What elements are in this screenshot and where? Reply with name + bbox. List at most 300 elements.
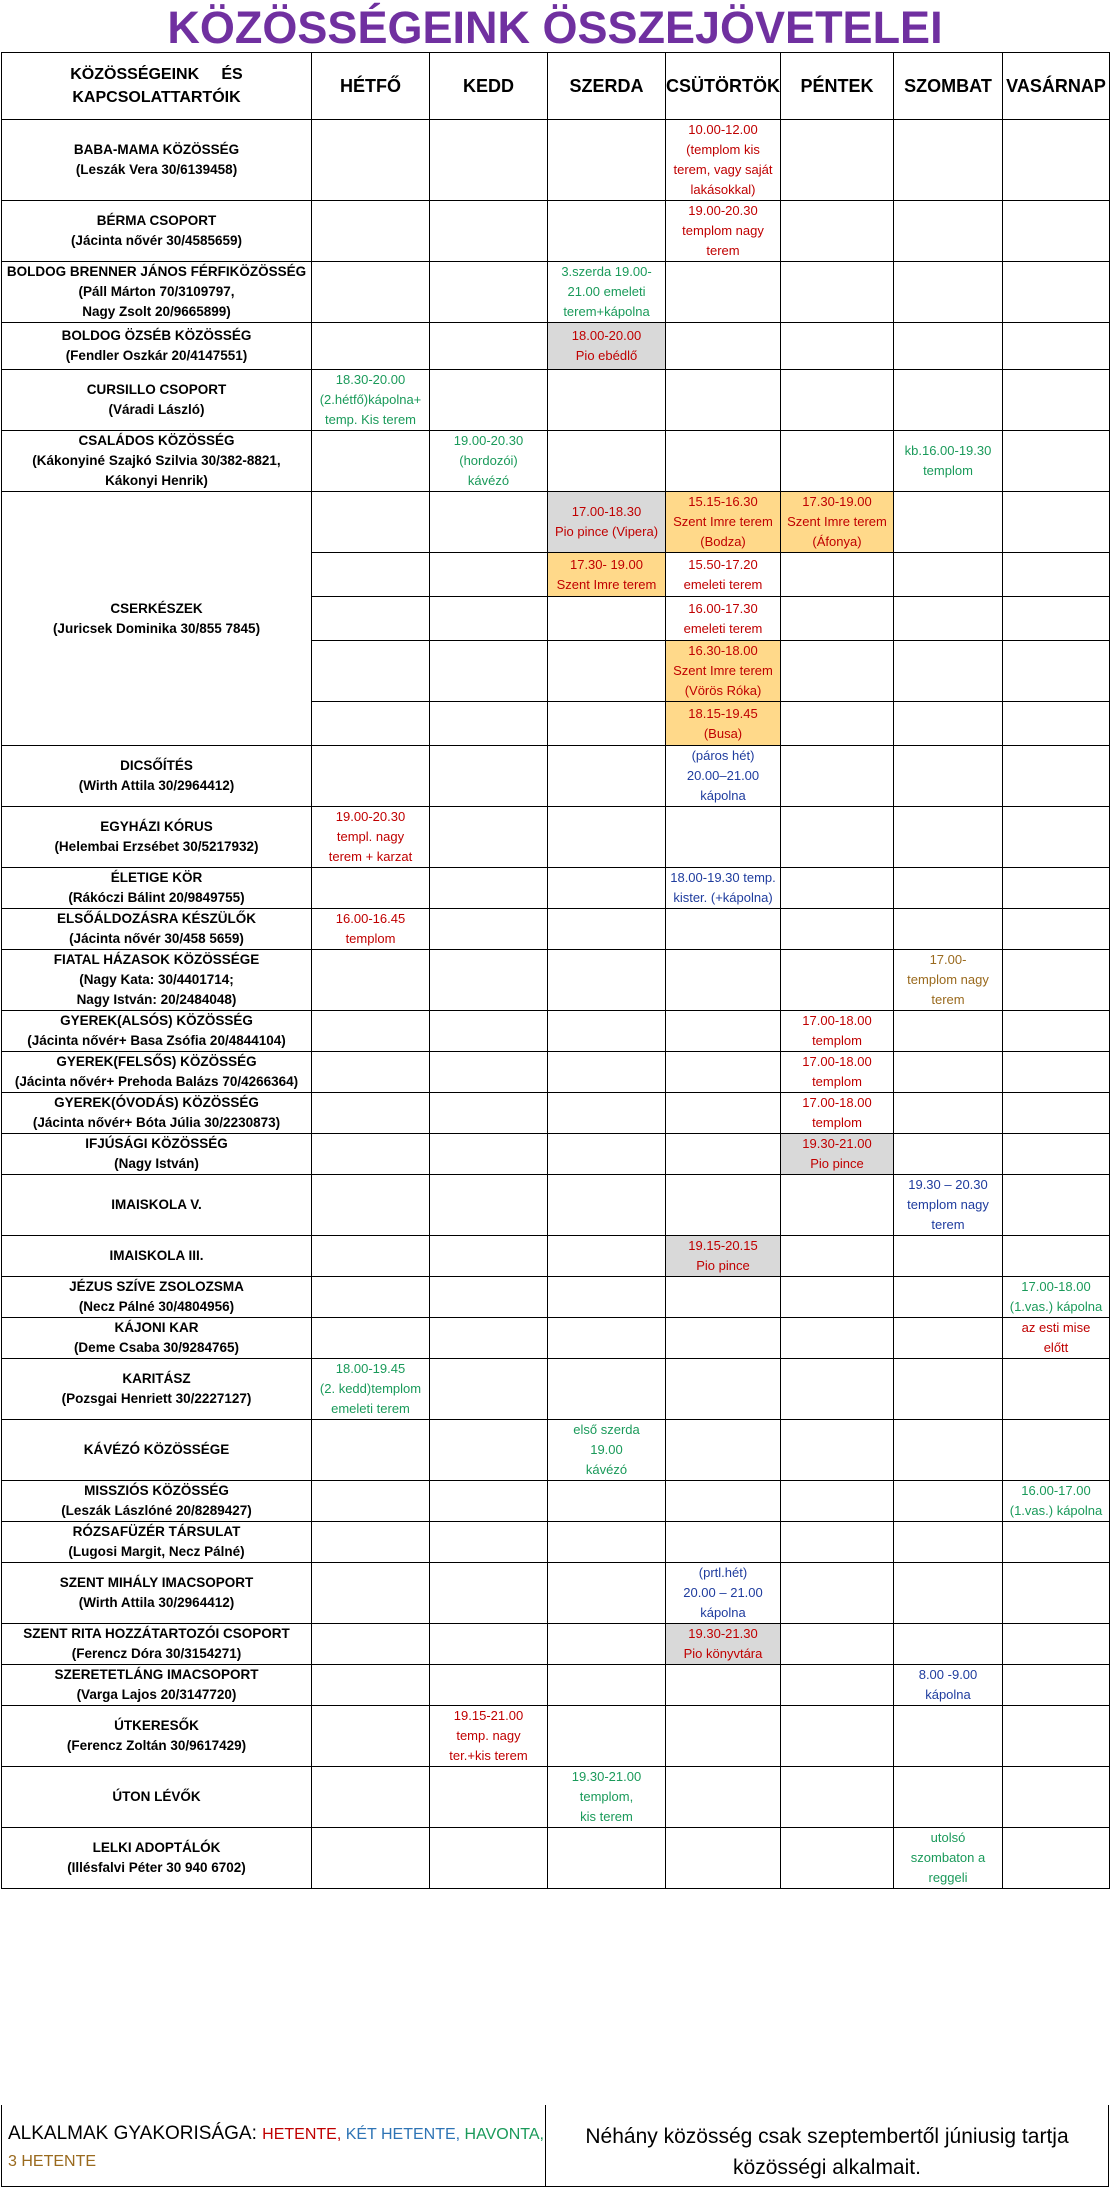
schedule-cell-monday [312, 1175, 430, 1236]
schedule-entry-line: (páros hét) [691, 748, 755, 763]
schedule-entry-line: 16.00-17.00 [1021, 1483, 1091, 1498]
schedule-entry-line: kápolna [925, 1687, 971, 1702]
schedule-cell-monday [312, 1767, 430, 1828]
schedule-cell-monday [312, 492, 430, 553]
schedule-cell-thursday [666, 1767, 781, 1828]
schedule-cell-wednesday [548, 1828, 666, 1889]
schedule-entry-line: szombaton a [910, 1850, 986, 1865]
schedule-cell-thursday [666, 1277, 781, 1318]
schedule-cell-friday [781, 641, 894, 702]
schedule-cell-wednesday [548, 1052, 666, 1093]
schedule-cell-monday [312, 1359, 430, 1420]
schedule-cell-monday [312, 1706, 430, 1767]
schedule-cell-saturday [894, 1828, 1003, 1889]
schedule-cell-tuesday [430, 1236, 548, 1277]
schedule-cell-saturday [894, 1706, 1003, 1767]
schedule-entry-line: első szerda [573, 1422, 640, 1437]
community-name: SZENT RITA HOZZÁTARTOZÓI CSOPORT [23, 1626, 290, 1641]
community-name-cell [2, 1277, 312, 1318]
schedule-cell-tuesday [430, 702, 548, 746]
schedule-cell-wednesday [548, 262, 666, 323]
schedule-cell-wednesday [548, 950, 666, 1011]
community-contact: (Helembai Erzsébet 30/5217932) [54, 839, 259, 854]
community-name-cell [2, 1175, 312, 1236]
schedule-cell-sunday [1003, 1481, 1110, 1522]
schedule-cell-monday [312, 1481, 430, 1522]
schedule-cell-wednesday [548, 868, 666, 909]
schedule-entry-line: az esti mise [1021, 1320, 1091, 1335]
schedule-entry-line: templom nagy [682, 223, 764, 238]
schedule-cell-friday [781, 746, 894, 807]
community-name-cell [2, 120, 312, 201]
schedule-entry-line: 19.00-20.30 [453, 433, 524, 448]
schedule-cell-thursday [666, 1563, 781, 1624]
schedule-entry-line: 19.15-20.15 [688, 1238, 758, 1253]
schedule-cell-saturday [894, 262, 1003, 323]
schedule-cell-thursday [666, 1093, 781, 1134]
schedule-cell-monday [312, 1134, 430, 1175]
schedule-cell-tuesday [430, 370, 548, 431]
schedule-cell-wednesday [548, 746, 666, 807]
schedule-cell-tuesday [430, 1011, 548, 1052]
schedule-cell-thursday [666, 1318, 781, 1359]
community-contact: (Kákonyiné Szajkó Szilvia 30/382-8821, [32, 453, 281, 468]
schedule-cell-wednesday [548, 1522, 666, 1563]
frequency-label: ALKALMAK GYAKORISÁGA: [8, 2123, 257, 2144]
community-name-cell [2, 1624, 312, 1665]
schedule-entry-line: Pio pince (Vipera) [554, 524, 659, 539]
schedule-cell-thursday [666, 262, 781, 323]
schedule-cell-friday [781, 1665, 894, 1706]
schedule-entry-line: templom, [579, 1789, 634, 1804]
table-row [2, 1052, 1110, 1093]
schedule-entry-line: (templom kis [686, 142, 760, 157]
schedule-cell-sunday [1003, 323, 1110, 370]
table-row [2, 1093, 1110, 1134]
schedule-cell-thursday [666, 1420, 781, 1481]
schedule-cell-tuesday [430, 1052, 548, 1093]
community-name: CSERKÉSZEK [110, 600, 203, 616]
schedule-cell-wednesday [548, 1236, 666, 1277]
table-row [2, 1277, 1110, 1318]
communities-header [2, 53, 312, 120]
schedule-cell-wednesday [548, 702, 666, 746]
schedule-entry-line: templom [812, 1115, 862, 1130]
schedule-cell-friday [781, 1481, 894, 1522]
season-note [546, 2105, 1108, 2186]
schedule-cell-friday [781, 1277, 894, 1318]
schedule-cell-saturday [894, 1318, 1003, 1359]
community-name: SZERETETLÁNG IMACSOPORT [54, 1667, 259, 1682]
schedule-cell-monday [312, 431, 430, 492]
schedule-entry-line: 16.00-17.30 [688, 600, 758, 616]
schedule-cell-sunday [1003, 868, 1110, 909]
schedule-cell-tuesday [430, 909, 548, 950]
community-name: KARITÁSZ [122, 1371, 191, 1386]
schedule-cell-friday [781, 1522, 894, 1563]
schedule-cell-sunday [1003, 1706, 1110, 1767]
table-row [2, 370, 1110, 431]
community-name-cell [2, 909, 312, 950]
footer [1, 2105, 1109, 2187]
table-row [2, 950, 1110, 1011]
schedule-entry-line: 20.00–21.00 [686, 768, 760, 783]
community-contact: (Jácinta nővér+ Basa Zsófia 20/4844104) [27, 1033, 286, 1048]
schedule-entry-line: 18.30-20.00 [335, 372, 406, 387]
schedule-cell-friday [781, 553, 894, 597]
schedule-entry-line: 17.30-19.00 [802, 494, 872, 509]
schedule-entry-line: 10.00-12.00 [688, 122, 758, 137]
schedule-entry-line: Pio pince [810, 1156, 864, 1171]
table-row [2, 1359, 1110, 1420]
schedule-entry-line: 19.30-21.00 [802, 1136, 872, 1151]
schedule-cell-thursday [666, 431, 781, 492]
schedule-cell-thursday [666, 702, 781, 746]
community-name-cell [2, 370, 312, 431]
schedule-entry-line: lakásokkal) [690, 182, 756, 197]
schedule-entry-line: (Bodza) [700, 534, 746, 549]
schedule-cell-friday [781, 909, 894, 950]
community-name-cell [2, 1318, 312, 1359]
day-header-saturday: SZOMBAT [894, 53, 1003, 120]
schedule-cell-friday [781, 120, 894, 201]
schedule-cell-tuesday [430, 553, 548, 597]
community-name-cell [2, 746, 312, 807]
season-note-line1: Néhány közösség csak szeptembertől júniusig tartja [585, 2125, 1069, 2148]
schedule-cell-tuesday [430, 1175, 548, 1236]
schedule-cell-sunday [1003, 1665, 1110, 1706]
community-name-cell [2, 1522, 312, 1563]
community-name: BÉRMA CSOPORT [96, 213, 217, 228]
schedule-entry-line: (prtl.hét) [698, 1565, 748, 1580]
community-name: ÚTKERESŐK [114, 1718, 199, 1733]
schedule-cell-friday [781, 1359, 894, 1420]
schedule-entry-line: Pio könyvtára [683, 1646, 763, 1661]
schedule-cell-sunday [1003, 120, 1110, 201]
schedule-entry-line: terem [931, 1217, 965, 1232]
schedule-entry-line: temp. Kis terem [324, 412, 417, 427]
schedule-cell-tuesday [430, 746, 548, 807]
schedule-cell-tuesday [430, 1359, 548, 1420]
day-header-monday: HÉTFŐ [312, 53, 430, 120]
schedule-entry-line: kister. (+kápolna) [673, 890, 773, 905]
schedule-cell-tuesday [430, 1767, 548, 1828]
schedule-cell-sunday [1003, 1277, 1110, 1318]
schedule-cell-tuesday [430, 597, 548, 641]
season-note-line2: közösségi alkalmait. [733, 2156, 921, 2179]
schedule-entry-line: emeleti terem [683, 620, 763, 636]
schedule-cell-thursday [666, 553, 781, 597]
community-name: BABA-MAMA KÖZÖSSÉG [73, 142, 240, 157]
schedule-entry-line: 3.szerda 19.00- [561, 264, 652, 279]
schedule-entry-line: (1.vas.) kápolna [1009, 1299, 1103, 1314]
schedule-cell-tuesday [430, 1134, 548, 1175]
schedule-entry-line: utolsó [930, 1830, 966, 1845]
schedule-cell-saturday [894, 746, 1003, 807]
schedule-entry-line: (hordozói) [459, 453, 518, 468]
table-row [2, 1175, 1110, 1236]
schedule-cell-friday [781, 262, 894, 323]
schedule-cell-tuesday [430, 492, 548, 553]
schedule-cell-sunday [1003, 1093, 1110, 1134]
schedule-cell-wednesday [548, 492, 666, 553]
schedule-entry-line: 19.30 – 20.30 [908, 1177, 988, 1192]
day-header-tuesday: KEDD [430, 53, 548, 120]
frequency-legend [2, 2105, 546, 2186]
schedule-entry-line: 17.30- 19.00 [569, 556, 643, 572]
community-contact: Nagy István: 20/2484048) [76, 992, 237, 1007]
community-name-cell [2, 1134, 312, 1175]
schedule-entry-line: Szent Imre terem [787, 514, 887, 529]
schedule-cell-friday [781, 1563, 894, 1624]
schedule-cell-sunday [1003, 1011, 1110, 1052]
community-name-cell [2, 1052, 312, 1093]
table-row [2, 1767, 1110, 1828]
schedule-entry-line: kb.16.00-19.30 [904, 443, 992, 458]
schedule-cell-saturday [894, 1236, 1003, 1277]
schedule-cell-saturday [894, 1093, 1003, 1134]
community-name-cell [2, 1665, 312, 1706]
schedule-cell-saturday [894, 323, 1003, 370]
schedule-entry-line: templom [345, 931, 396, 946]
schedule-cell-wednesday [548, 1481, 666, 1522]
community-name-cell [2, 1236, 312, 1277]
community-name-cell [2, 262, 312, 323]
schedule-entry-line: (Busa) [703, 725, 743, 741]
schedule-cell-saturday [894, 1767, 1003, 1828]
community-name-cell [2, 1563, 312, 1624]
community-contact: (Nagy István) [114, 1156, 199, 1171]
schedule-entry-line: (2. kedd)templom [319, 1381, 422, 1396]
community-name: GYEREK(ALSÓS) KÖZÖSSÉG [60, 1013, 253, 1028]
community-name: KÁVÉZÓ KÖZÖSSÉGE [83, 1442, 230, 1457]
schedule-cell-friday [781, 702, 894, 746]
community-name: KÁJONI KAR [114, 1320, 199, 1335]
table-row [2, 1134, 1110, 1175]
schedule-cell-saturday [894, 868, 1003, 909]
schedule-entry-line: 18.00-19.45 [335, 1361, 406, 1376]
community-name-cell [2, 807, 312, 868]
schedule-cell-friday [781, 1011, 894, 1052]
schedule-cell-thursday [666, 1522, 781, 1563]
community-contact: (Varga Lajos 20/3147720) [76, 1687, 237, 1702]
frequency-monthly: HAVONTA [464, 2126, 540, 2143]
community-contact: (Wirth Attila 30/2964412) [78, 1595, 235, 1610]
table-row [2, 1665, 1110, 1706]
schedule-cell-friday [781, 807, 894, 868]
community-name: IFJÚSÁGI KÖZÖSSÉG [85, 1136, 228, 1151]
schedule-cell-wednesday [548, 1624, 666, 1665]
schedule-cell-friday [781, 1236, 894, 1277]
community-name: ÚTON LÉVŐK [112, 1789, 201, 1804]
page-title: KÖZÖSSÉGEINK ÖSSZEJÖVETELEI [167, 2, 943, 52]
schedule-cell-monday [312, 323, 430, 370]
community-name-cell [2, 492, 312, 746]
community-name-cell [2, 1481, 312, 1522]
schedule-entry-line: reggeli [928, 1870, 968, 1885]
schedule-cell-sunday [1003, 1175, 1110, 1236]
community-name: FIATAL HÁZASOK KÖZÖSSÉGE [53, 952, 260, 967]
schedule-cell-wednesday [548, 641, 666, 702]
schedule-entry-line: 19.00-20.30 [688, 203, 758, 218]
schedule-cell-saturday [894, 431, 1003, 492]
schedule-cell-saturday [894, 1563, 1003, 1624]
schedule-entry-line: 17.00-18.00 [1021, 1279, 1091, 1294]
table-row [2, 1420, 1110, 1481]
schedule-cell-wednesday [548, 909, 666, 950]
schedule-cell-wednesday [548, 201, 666, 262]
schedule-entry-line: terem+kápolna [563, 304, 650, 319]
schedule-cell-sunday [1003, 1522, 1110, 1563]
schedule-cell-wednesday [548, 1767, 666, 1828]
community-name-cell [2, 1828, 312, 1889]
schedule-cell-monday [312, 868, 430, 909]
schedule-cell-saturday [894, 597, 1003, 641]
schedule-entry-line: 18.00-20.00 [571, 328, 642, 343]
schedule-cell-thursday [666, 1175, 781, 1236]
schedule-entry-line: templom nagy [907, 972, 989, 987]
schedule-cell-sunday [1003, 1563, 1110, 1624]
schedule-cell-tuesday [430, 120, 548, 201]
schedule-entry-line: temp. nagy [456, 1728, 521, 1743]
community-contact: (Páll Márton 70/3109797, [78, 284, 235, 299]
schedule-cell-sunday [1003, 746, 1110, 807]
schedule-entry-line: Pio pince [696, 1258, 750, 1273]
community-name: GYEREK(ÓVODÁS) KÖZÖSSÉG [54, 1095, 259, 1110]
schedule-cell-wednesday [548, 323, 666, 370]
schedule-cell-friday [781, 323, 894, 370]
schedule-cell-thursday [666, 1665, 781, 1706]
community-name: CURSILLO CSOPORT [86, 382, 227, 397]
schedule-cell-friday [781, 1624, 894, 1665]
schedule-entry-line: emeleti terem [683, 576, 763, 592]
community-name: DICSŐÍTÉS [120, 758, 193, 773]
community-name: LELKI ADOPTÁLÓK [92, 1840, 221, 1855]
schedule-cell-sunday [1003, 1318, 1110, 1359]
schedule-cell-thursday [666, 868, 781, 909]
schedule-cell-tuesday [430, 1277, 548, 1318]
community-name: RÓZSAFÜZÉR TÁRSULAT [72, 1524, 241, 1539]
community-name: BOLDOG BRENNER JÁNOS FÉRFIKÖZÖSSÉG [6, 264, 307, 279]
schedule-cell-monday [312, 597, 430, 641]
schedule-entry-line: templom nagy [907, 1197, 989, 1212]
schedule-cell-friday [781, 1767, 894, 1828]
schedule-cell-wednesday [548, 1011, 666, 1052]
schedule-cell-wednesday [548, 1420, 666, 1481]
schedule-cell-sunday [1003, 950, 1110, 1011]
schedule-entry-line: 20.00 – 21.00 [683, 1585, 763, 1600]
schedule-cell-saturday [894, 1011, 1003, 1052]
schedule-entry-line: 19.15-21.00 [453, 1708, 524, 1723]
schedule-cell-monday [312, 201, 430, 262]
schedule-cell-thursday [666, 120, 781, 201]
schedule-cell-tuesday [430, 1481, 548, 1522]
schedule-cell-friday [781, 492, 894, 553]
community-name-cell [2, 1706, 312, 1767]
community-contact: (Ferencz Zoltán 30/9617429) [66, 1738, 247, 1753]
schedule-entry-line: (2.hétfő)kápolna+ [319, 392, 422, 407]
schedule-entry-line: 17.00-18.00 [802, 1095, 872, 1110]
table-row [2, 1011, 1110, 1052]
schedule-entry-line: 15.15-16.30 [688, 494, 758, 509]
schedule-cell-wednesday [548, 1359, 666, 1420]
schedule-cell-tuesday [430, 1624, 548, 1665]
schedule-cell-friday [781, 1175, 894, 1236]
schedule-cell-saturday [894, 1175, 1003, 1236]
schedule-cell-monday [312, 641, 430, 702]
community-contact: (Jácinta nővér 30/4585659) [70, 233, 243, 248]
schedule-cell-sunday [1003, 1624, 1110, 1665]
schedule-entry-line: terem, vagy saját [673, 162, 773, 177]
schedule-cell-monday [312, 120, 430, 201]
schedule-entry-line: (1.vas.) kápolna [1009, 1503, 1103, 1518]
frequency-sep-1: , [336, 2126, 346, 2143]
schedule-cell-saturday [894, 370, 1003, 431]
schedule-cell-sunday [1003, 1052, 1110, 1093]
schedule-cell-thursday [666, 1706, 781, 1767]
schedule-cell-monday [312, 807, 430, 868]
schedule-cell-tuesday [430, 868, 548, 909]
community-contact: (Pozsgai Henriett 30/2227127) [61, 1391, 252, 1406]
schedule-cell-saturday [894, 807, 1003, 868]
community-contact: Nagy Zsolt 20/9665899) [82, 304, 231, 319]
community-name-cell [2, 1359, 312, 1420]
day-header-friday: PÉNTEK [781, 53, 894, 120]
table-row [2, 1624, 1110, 1665]
community-name-cell [2, 1420, 312, 1481]
schedule-entry-line: Pio ebédlő [575, 348, 638, 363]
schedule-cell-friday [781, 431, 894, 492]
community-name: GYEREK(FELSŐS) KÖZÖSSÉG [56, 1054, 257, 1069]
schedule-cell-monday [312, 1318, 430, 1359]
schedule-cell-monday [312, 1277, 430, 1318]
schedule-cell-thursday [666, 641, 781, 702]
schedule-cell-tuesday [430, 1318, 548, 1359]
table-row [2, 807, 1110, 868]
schedule-cell-tuesday [430, 1563, 548, 1624]
community-contact: (Fendler Oszkár 20/4147551) [65, 348, 248, 363]
schedule-cell-monday [312, 553, 430, 597]
communities-header-line2: KAPCSOLATTARTÓIK [72, 89, 241, 106]
schedule-cell-sunday [1003, 702, 1110, 746]
schedule-cell-saturday [894, 1277, 1003, 1318]
schedule-cell-wednesday [548, 120, 666, 201]
schedule-entry-line: 17.00-18.30 [571, 504, 642, 519]
schedule-cell-sunday [1003, 553, 1110, 597]
schedule-cell-monday [312, 370, 430, 431]
community-contact: (Váradi László) [108, 402, 205, 417]
community-contact: (Leszák Vera 30/6139458) [75, 162, 238, 177]
schedule-cell-wednesday [548, 1134, 666, 1175]
schedule-entry-line: kápolna [700, 788, 746, 803]
schedule-cell-saturday [894, 950, 1003, 1011]
schedule-cell-wednesday [548, 553, 666, 597]
schedule-entry-line: terem [706, 243, 740, 258]
schedule-entry-line: templ. nagy [336, 829, 405, 844]
schedule-cell-friday [781, 1093, 894, 1134]
schedule-cell-monday [312, 702, 430, 746]
community-name-cell [2, 431, 312, 492]
schedule-entry-line: kis terem [580, 1809, 633, 1824]
schedule-cell-saturday [894, 702, 1003, 746]
schedule-cell-sunday [1003, 597, 1110, 641]
schedule-cell-monday [312, 1011, 430, 1052]
community-name-cell [2, 201, 312, 262]
schedule-cell-sunday [1003, 807, 1110, 868]
table-row [2, 1318, 1110, 1359]
community-name: SZENT MIHÁLY IMACSOPORT [59, 1575, 254, 1590]
schedule-cell-wednesday [548, 431, 666, 492]
